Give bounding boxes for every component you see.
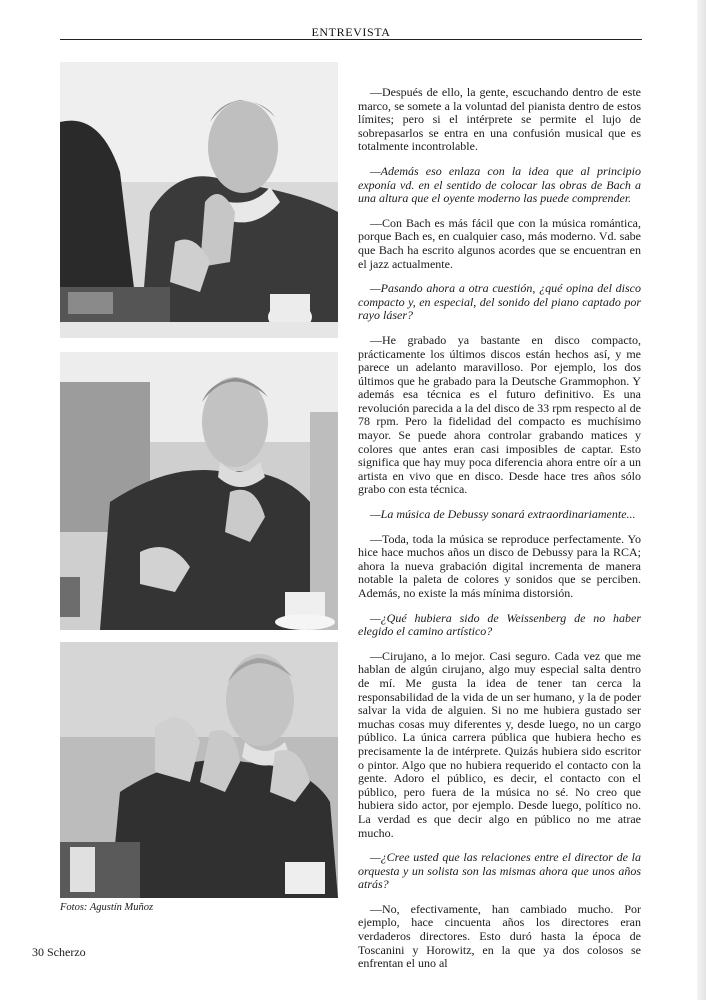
interview-question: —Además eso enlaza con la idea que al principio exponía vd. en el sentido de colocar las obras de Bach a una altura que el oyente moderno las puede comprender. — [358, 163, 641, 206]
interview-question: —¿Qué hubiera sido de Weissenberg de no haber elegido el camino artístico? — [358, 610, 641, 639]
interview-answer: —He grabado ya bastante en disco compacto, prácticamente los últimos discos están hechos así, y me parece un adelanto maravilloso. Por ejemplo, los dos últimos que he grabado para la Deutsche Grammophon. Y además esa técnica es el futuro definitivo. Es una revolución parecida a la del disco de 33 rpm respecto al de 78 rpm. Pero la fidelidad del compacto es muchísimo mayor. Se puede ahora controlar grabando matices y colores que antes eran casi imposibles de captar. Esto significa que hay muy poca diferencia ahora entre oír a un artista en vivo que en disco. Desde hace tres años sólo grabo con esta técnica. — [358, 332, 641, 497]
interview-question: —¿Cree usted que las relaciones entre el director de la orquesta y un solista son las mismas ahora que unos años atrás? — [358, 850, 641, 892]
interview-answer: —Después de ello, la gente, escuchando dentro de este marco, se somete a la voluntad del pianista dentro de estos límites; pero si el intérprete se permite el lujo de sobrepasarlos se entra en una confusión musical que es totalmente incontrolable. — [358, 85, 641, 154]
interview-question: —Pasando ahora a otra cuestión, ¿qué opina del disco compacto y, en especial, del sonido del piano captado por rayo láser? — [358, 281, 641, 323]
section-title: ENTREVISTA — [311, 25, 391, 39]
photo-pianist-with-cigarette — [60, 352, 338, 630]
photo-credit: Fotos: Agustín Muñoz — [60, 902, 154, 913]
interview-answer: —Toda, toda la música se reproduce perfectamente. Yo hice hace muchos años un disco de Debussy para la RCA; ahora la nueva grabación digital incrementa de manera notable la paleta de colores y sonidos que se perciben. Además, no existe la más mínima distorsión. — [358, 531, 641, 600]
interview-question: —La música de Debussy sonará extraordinariamente... — [370, 507, 636, 522]
interview-answer: —No, efectivamente, han cambiado mucho. Por ejemplo, hace cincuenta años los directores eran verdaderos directores. Esto duró hasta la época de Toscanini y Horowitz, en la que ya dos colosos se enfrentan el uno al — [358, 901, 641, 971]
page-header — [60, 0, 642, 40]
photo-pianist-gesturing — [60, 642, 338, 898]
interview-answer: —Cirujano, a lo mejor. Casi seguro. Cada vez que me hablan de algún cirujano, algo muy especial salta dentro de mí. Me gusta la idea de tener tan cerca la responsabilidad de la vida de un ser humano, y la de poder salvar la vida de alguien. Si no me hubiera gustado ser muchas cosas muy diferentes y, desde luego, no un cargo público. La única carrera pública que hubiera hecho es precisamente la de intérprete. Quizás hubiera sido escritor o pintor. Algo que no hubiera requerido el contacto con la gente. Adoro el público, es decir, el contacto con el público, pero fuera de la música no sé. No creo que hubiera sido actor, por ejemplo. Desde luego, político no. La verdad es que decir algo en público no me atrae mucho. — [358, 648, 641, 840]
interview-text-column — [358, 86, 641, 982]
header-rule — [60, 39, 642, 40]
page-number-and-magazine: 30 Scherzo — [32, 945, 86, 959]
page-edge — [697, 0, 706, 1000]
photo-pianist-hand-on-chin — [60, 62, 338, 338]
interview-answer: —Con Bach es más fácil que con la música romántica, porque Bach es, en cualquier caso, más moderno. Vd. sabe que Bach ha escrito algunos acordes que se encuentran en el jazz actualmente. — [358, 215, 641, 271]
